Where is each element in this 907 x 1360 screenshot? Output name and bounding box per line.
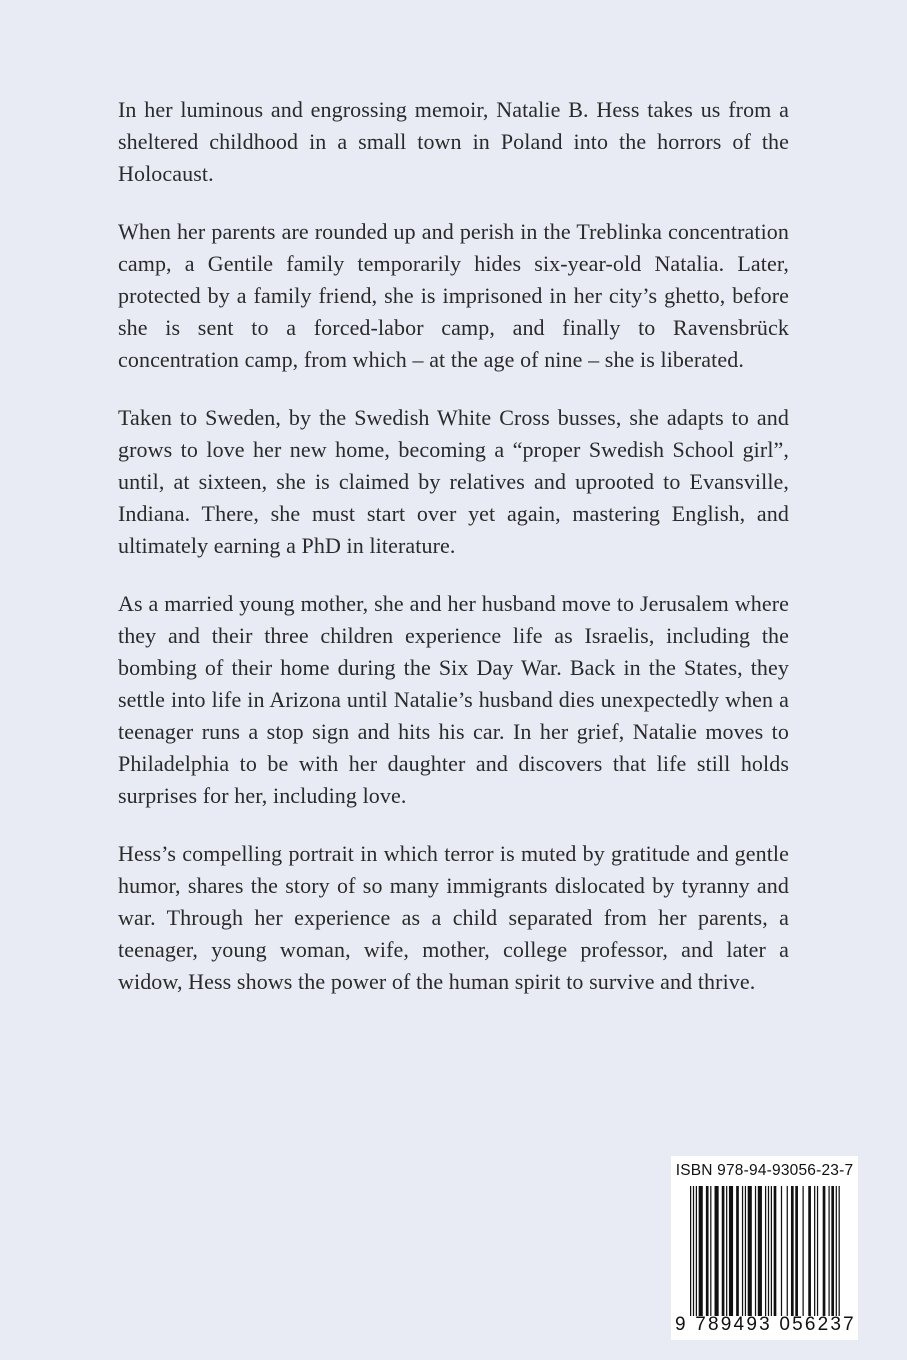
barcode-bar — [774, 1186, 777, 1316]
barcode-bar — [745, 1186, 746, 1316]
barcode-bar — [839, 1186, 840, 1316]
barcode-bar — [706, 1186, 709, 1316]
barcode-bar — [758, 1186, 762, 1316]
barcode-bar — [768, 1186, 769, 1316]
barcode-bar — [808, 1186, 811, 1316]
barcode-bar — [823, 1186, 826, 1316]
barcode-bar — [690, 1186, 691, 1316]
barcode-bar — [729, 1186, 733, 1316]
barcode-digits: 9 789493 056237 — [675, 1314, 856, 1335]
barcode-bar — [795, 1186, 798, 1316]
barcode-bar — [736, 1186, 739, 1316]
barcode-bar — [828, 1186, 829, 1316]
isbn-barcode — [671, 1156, 858, 1340]
barcode-bar — [814, 1186, 815, 1316]
barcode-bar — [803, 1186, 804, 1316]
barcode-bar — [771, 1186, 772, 1316]
blurb-text — [118, 94, 789, 1024]
barcode-bar — [710, 1186, 711, 1316]
barcode-bar — [715, 1186, 719, 1316]
barcode-bar — [722, 1186, 725, 1316]
blurb-paragraph-3: Taken to Sweden, by the Swedish White Cross busses, she adapts to and grows to love her new home, becoming a “proper Swedish School girl”, until, at sixteen, she is claimed by relatives and uprooted to Evansville, Indiana. There, she must start over yet again, mastering English, and ultimately earning a PhD in literature. — [118, 405, 789, 558]
barcode-bar — [748, 1186, 752, 1316]
barcode-bar — [817, 1186, 818, 1316]
barcode-bar — [755, 1186, 756, 1316]
barcode-bar — [791, 1186, 794, 1316]
barcode-bar — [787, 1186, 788, 1316]
barcode-bar — [696, 1186, 697, 1316]
barcode-bar — [836, 1186, 837, 1316]
isbn-label: ISBN 978-94-93056-23-7 — [675, 1162, 854, 1179]
barcode-bars — [690, 1186, 840, 1316]
barcode-bar — [726, 1186, 727, 1316]
barcode-bar — [699, 1186, 703, 1316]
barcode-bar — [765, 1186, 766, 1316]
blurb-paragraph-5: Hess’s compelling portrait in which terror is muted by gratitude and gentle humor, shares the story of so many immigrants dislocated by tyranny and war. Through her experience as a child separated from her parents, a teenager, young woman, wife, mother, college professor, and later a widow, Hess shows the power of the human spirit to survive and thrive. — [118, 841, 789, 994]
blurb-paragraph-1: In her luminous and engrossing memoir, Natalie B. Hess takes us from a sheltered childhood in a small town in Poland into the horrors of the Holocaust. — [118, 97, 789, 186]
blurb-paragraph-4: As a married young mother, she and her husband move to Jerusalem where they and their three children experience life as Israelis, including the bombing of their home during the Six Day War. Back in the States, they settle into life in Arizona until Natalie’s husband dies unexpectedly when a teenager runs a stop sign and hits his car. In her grief, Natalie moves to Philadelphia to be with her daughter and discovers that life still holds surprises for her, including love. — [118, 591, 789, 808]
barcode-bar — [742, 1186, 743, 1316]
blurb-paragraph-2: When her parents are rounded up and perish in the Treblinka concentration camp, a Gentile family temporarily hides six-year-old Natalia. Later, protected by a family friend, she is imprisoned in her city’s ghetto, before she is sent to a forced-labor camp, and finally to Ravensbrück concentration camp, from which – at the age of nine – she is liberated. — [118, 219, 789, 372]
barcode-bar — [831, 1186, 834, 1316]
barcode-bar — [781, 1186, 782, 1316]
barcode-bar — [693, 1186, 694, 1316]
